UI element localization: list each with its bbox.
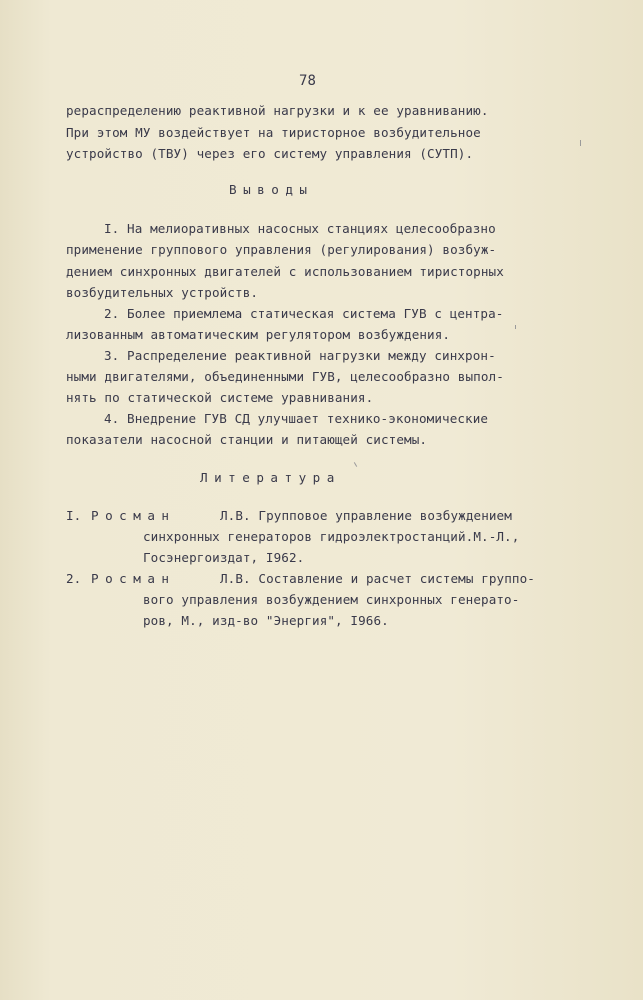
intro-line: рераспределению реактивной нагрузки и к ее уравниванию. <box>66 103 489 118</box>
reference-number: 2. <box>66 571 82 586</box>
conclusion-line: I. На мелиоративных насосных станциях целесообразно <box>104 221 496 236</box>
conclusion-line: 3. Распределение реактивной нагрузки между синхрон- <box>104 348 496 363</box>
page-number: 78 <box>299 73 317 89</box>
conclusion-line: ными двигателями, объединенными ГУВ, целесообразно выпол- <box>66 369 504 384</box>
reference-author: Росман <box>91 508 176 523</box>
conclusions-heading: Выводы <box>229 182 314 197</box>
conclusion-line: нять по статической системе уравнивания. <box>66 390 374 405</box>
intro-line: При этом МУ воздействует на тиристорное возбудительное <box>66 125 481 140</box>
references-heading: Литература <box>200 470 341 485</box>
reference-line: Госэнергоиздат, I962. <box>143 550 305 565</box>
reference-line: ров, М., изд-во "Энергия", I966. <box>143 613 389 628</box>
paper-speck <box>515 325 516 329</box>
reference-line: Л.В. Составление и расчет системы группо- <box>220 571 535 586</box>
paper-speck <box>580 140 581 146</box>
reference-line: синхронных генераторов гидроэлектростанций.М.-Л., <box>143 529 520 544</box>
reference-author: Росман <box>91 571 176 586</box>
reference-line: Л.В. Групповое управление возбуждением <box>220 508 512 523</box>
conclusion-line: 2. Более приемлема статическая система ГУВ с центра- <box>104 306 504 321</box>
conclusion-line: лизованным автоматическим регулятором возбуждения. <box>66 327 451 342</box>
conclusion-line: дением синхронных двигателей с использованием тиристорных <box>66 264 504 279</box>
conclusion-line: возбудительных устройств. <box>66 285 259 300</box>
intro-line: устройство (ТВУ) через его систему управления (СУТП). <box>66 146 474 161</box>
reference-line: вого управления возбуждением синхронных генерато- <box>143 592 520 607</box>
conclusion-line: применение группового управления (регулирования) возбуж- <box>66 242 497 257</box>
paper-speck <box>354 462 357 467</box>
reference-number: I. <box>66 508 82 523</box>
conclusion-line: показатели насосной станции и питающей системы. <box>66 432 428 447</box>
conclusion-line: 4. Внедрение ГУВ СД улучшает технико-экономические <box>104 411 489 426</box>
